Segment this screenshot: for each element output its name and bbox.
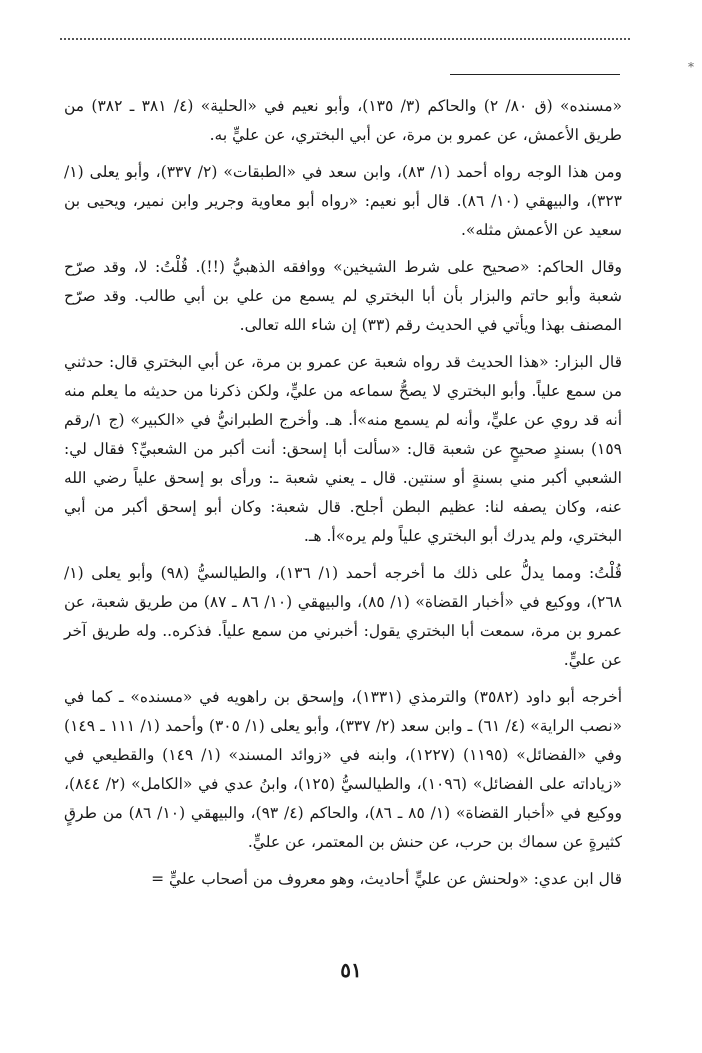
paragraph-ibn-adi-quote: قال ابن عدي: «ولحنش عن عليٍّ أحاديث، وهو معروف من أصحاب عليٍّ = <box>151 870 622 888</box>
page-number: ٥١ <box>340 958 362 982</box>
paragraph-bazzar-quote: قال البزار: «هذا الحديث قد رواه شعبة عن عمرو بن مرة، عن أبي البختري قال: حدثني من سمع علياً. وأبو البختري لا يصحُّ سماعه من عليٍّ، ولكن ذكرنا من حديثه ما يعلم منه أنه قد روي عن عليٍّ، وأنه لم يسمع منه»أ. هـ. وأخرج الطبرانيُّ في «الكبير» (ج ١/رقم ١٥٩) بسندٍ صحيحٍ عن شعبة قال: «سألت أبا إسحق: أنت أكبر من الشعبيِّ؟ فقال لي: الشعبي أكبر مني بسنةٍ أو سنتين. قال ـ يعني شعبة ـ: ورأى بو إسحق علياً رضي الله عنه، وكان يصفه لنا: عظيم البطن أجلح. قال شعبة: وكان أبو إسحق أكبر من أبي البختري، ولم يدرك أبو البختري علياً ولم يره»أ. هـ. <box>64 353 622 545</box>
footnote-text-block <box>64 92 622 902</box>
paragraph-ahmad-reference: ومن هذا الوجه رواه أحمد (١/ ٨٣)، وابن سعد في «الطبقات» (٢/ ٣٣٧)، وأبو يعلى (١/ ٣٢٣)، والبيهقي (١٠/ ٨٦). قال أبو نعيم: «رواه أبو معاوية وجرير وابن نمير، ويحيى بن سعيد عن الأعمش مثله». <box>64 163 622 239</box>
paragraph-abu-dawud-takhrij: أخرجه أبو داود (٣٥٨٢) والترمذي (١٣٣١)، وإسحق بن راهويه في «مسنده» ـ كما في «نصب الراية» (٤/ ٦١) ـ وابن سعد (٢/ ٣٣٧)، وأبو يعلى (١/ ٣٠٥) وأحمد (١/ ١١١ ـ ١٤٩) وفي «الفضائل» (١١٩٥) (١٢٢٧)، وابنه في «زوائد المسند» (١/ ١٤٩) والقطيعي في «زياداته على الفضائل» (١٠٩٦)، والطيالسيُّ (١٢٥)، وابنُ عدي في «الكامل» (٢/ ٨٤٤)، ووكيع في «أخبار القضاة» (١/ ٨٥ ـ ٨٦)، والحاكم (٤/ ٩٣)، والبيهقي (١٠/ ٨٦) من طرقٍ كثيرةٍ عن سماك بن حرب، عن حنش بن المعتمر، عن عليٍّ. <box>64 688 623 851</box>
paragraph-qultu-evidence: قُلْتُ: ومما يدلُّ على ذلك ما أخرجه أحمد (١/ ١٣٦)، والطيالسيُّ (٩٨) وأبو يعلى (١/ ٢٦٨)، ووكيع في «أخبار القضاة» (١/ ٨٥)، والبيهقي (١٠/ ٨٦ ـ ٨٧) من طريق شعبة، عن عمرو بن مرة، سمعت أبا البختري يقول: أخبرني من سمع علياً. فذكره.. وله طريق آخر عن عليٍّ. <box>64 564 623 669</box>
margin-mark: * <box>688 60 694 74</box>
paragraph-hakim-comment: وقال الحاكم: «صحيح على شرط الشيخين» ووافقه الذهبيُّ (!!). قُلْتُ: لا، وقد صرّح شعبة وأبو حاتم والبزار بأن أبا البختري لم يسمع من علي بن أبي طالب. وقد صرّح المصنف بهذا ويأتي في الحديث رقم (٣٣) إن شاء الله تعالى. <box>64 258 622 334</box>
header-dotted-rule <box>60 38 630 40</box>
footnote-separator <box>450 74 620 75</box>
paragraph-musnad-reference: «مسنده» (ق ٨٠/ ٢) والحاكم (٣/ ١٣٥)، وأبو نعيم في «الحلية» (٤/ ٣٨١ ـ ٣٨٢) من طريق الأعمش، عن عمرو بن مرة، عن أبي البختري، عن عليٍّ به. <box>64 97 623 144</box>
